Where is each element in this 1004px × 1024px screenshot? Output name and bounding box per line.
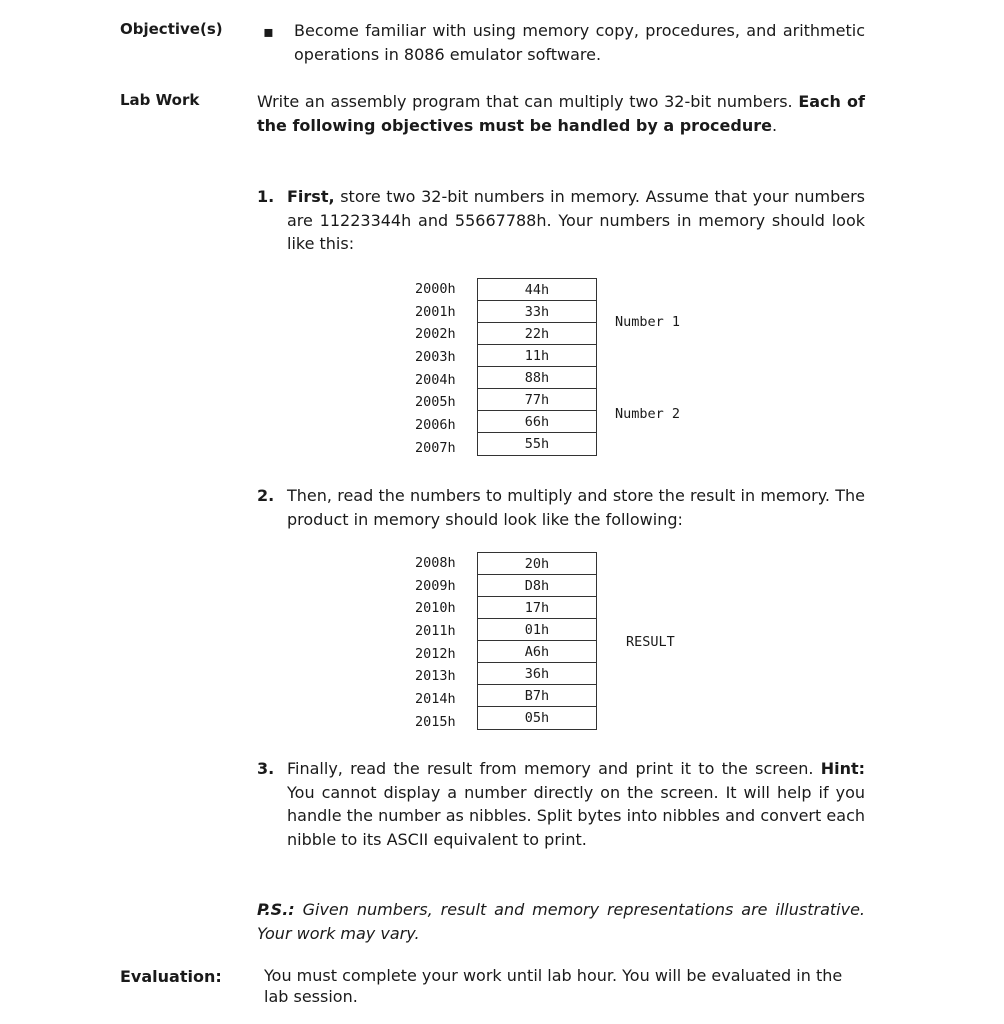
step-1-bold: First, xyxy=(287,187,335,206)
objectives-text: Become familiar with using memory copy, procedures, and arithmetic operations in 8086 emulator software. xyxy=(294,21,865,64)
memory-value-cell: 17h xyxy=(478,597,596,619)
memory-address: 2007h xyxy=(415,439,456,456)
memory-value-cell: 77h xyxy=(478,389,596,411)
memory-value-cell: B7h xyxy=(478,685,596,707)
number-2-label: Number 2 xyxy=(615,406,681,422)
memory-value-cell: 44h xyxy=(478,279,596,301)
hint-text: You cannot display a number directly on the screen. It will help if you handle the number as nibbles. Split bytes into nibbles and convert each nibble to its ASCII equivalent to print. xyxy=(287,782,865,849)
memory-value-cell: 05h xyxy=(524,710,550,726)
memory-address: 2013h xyxy=(415,668,456,685)
labwork-intro-text: Write an assembly program that can multiply two 32-bit numbers. xyxy=(257,92,793,111)
number-1-label: Number 1 xyxy=(615,314,681,330)
memory-address: 2012h xyxy=(415,645,456,662)
step-1-number: 1. xyxy=(257,187,275,206)
memory-value-cell: D8h xyxy=(478,575,596,597)
step-3-text: Finally, read the result from memory and print it to the screen. xyxy=(287,759,814,778)
evaluation-text: You must complete your work until lab hour. You will be evaluated in the lab session. xyxy=(264,966,843,1006)
memory-value-cell: 36h xyxy=(478,663,596,685)
memory-address: 2001h xyxy=(415,303,456,320)
memory-address: 2006h xyxy=(415,417,456,434)
memory-value-cell: A6h xyxy=(478,641,596,663)
hint-label: Hint: xyxy=(820,759,865,778)
memory-address: 2002h xyxy=(415,326,456,343)
step-2 xyxy=(257,484,865,531)
memory-value-cell: 22h xyxy=(478,323,596,345)
labwork-intro xyxy=(257,90,865,137)
step-3 xyxy=(257,757,865,851)
result-label: RESULT xyxy=(626,634,675,650)
evaluation-label: Evaluation: xyxy=(120,967,222,986)
memory-address: 2014h xyxy=(415,691,456,708)
memory-address: 2000h xyxy=(415,281,456,297)
memory-value-cell: 88h xyxy=(478,367,596,389)
memory-address: 2003h xyxy=(415,349,456,366)
step-3-number: 3. xyxy=(257,759,275,778)
labwork-intro-bold: Each of the following objectives must be handled by a procedure xyxy=(257,92,866,135)
ps-note xyxy=(257,898,865,945)
memory-address: 2008h xyxy=(415,555,456,571)
memory-value-cell: 20h xyxy=(478,553,596,575)
ps-text: Given numbers, result and memory representations are illustrative. Your work may vary. xyxy=(257,900,865,943)
bullet-icon: ▪ xyxy=(263,22,274,41)
address-column xyxy=(415,278,475,460)
step-2-text: Then, read the numbers to multiply and store the result in memory. The product in memory should look like the following: xyxy=(287,486,865,529)
memory-address: 2015h xyxy=(415,713,456,730)
labwork-intro-end: . xyxy=(771,115,778,135)
ps-label: P.S.: xyxy=(257,900,295,919)
value-column xyxy=(477,278,597,456)
address-column xyxy=(415,552,475,734)
memory-value-cell: 11h xyxy=(478,345,596,367)
memory-value-cell: 55h xyxy=(524,436,550,452)
step-1-text: store two 32-bit numbers in memory. Assume that your numbers are 11223344h and 55667788h. Your numbers in memory should look like this: xyxy=(287,187,865,253)
step-1 xyxy=(257,185,865,256)
memory-address: 2011h xyxy=(415,623,456,640)
memory-value-cell: 66h xyxy=(478,411,596,433)
step-2-number: 2. xyxy=(257,486,275,505)
objectives-label: Objective(s) xyxy=(120,20,223,38)
memory-value-cell: 01h xyxy=(478,619,596,641)
memory-address: 2004h xyxy=(415,371,456,388)
value-column xyxy=(477,552,597,730)
memory-value-cell: 33h xyxy=(478,301,596,323)
memory-address: 2005h xyxy=(415,394,456,411)
memory-address: 2010h xyxy=(415,600,456,617)
memory-address: 2009h xyxy=(415,577,456,594)
labwork-label: Lab Work xyxy=(120,91,200,109)
